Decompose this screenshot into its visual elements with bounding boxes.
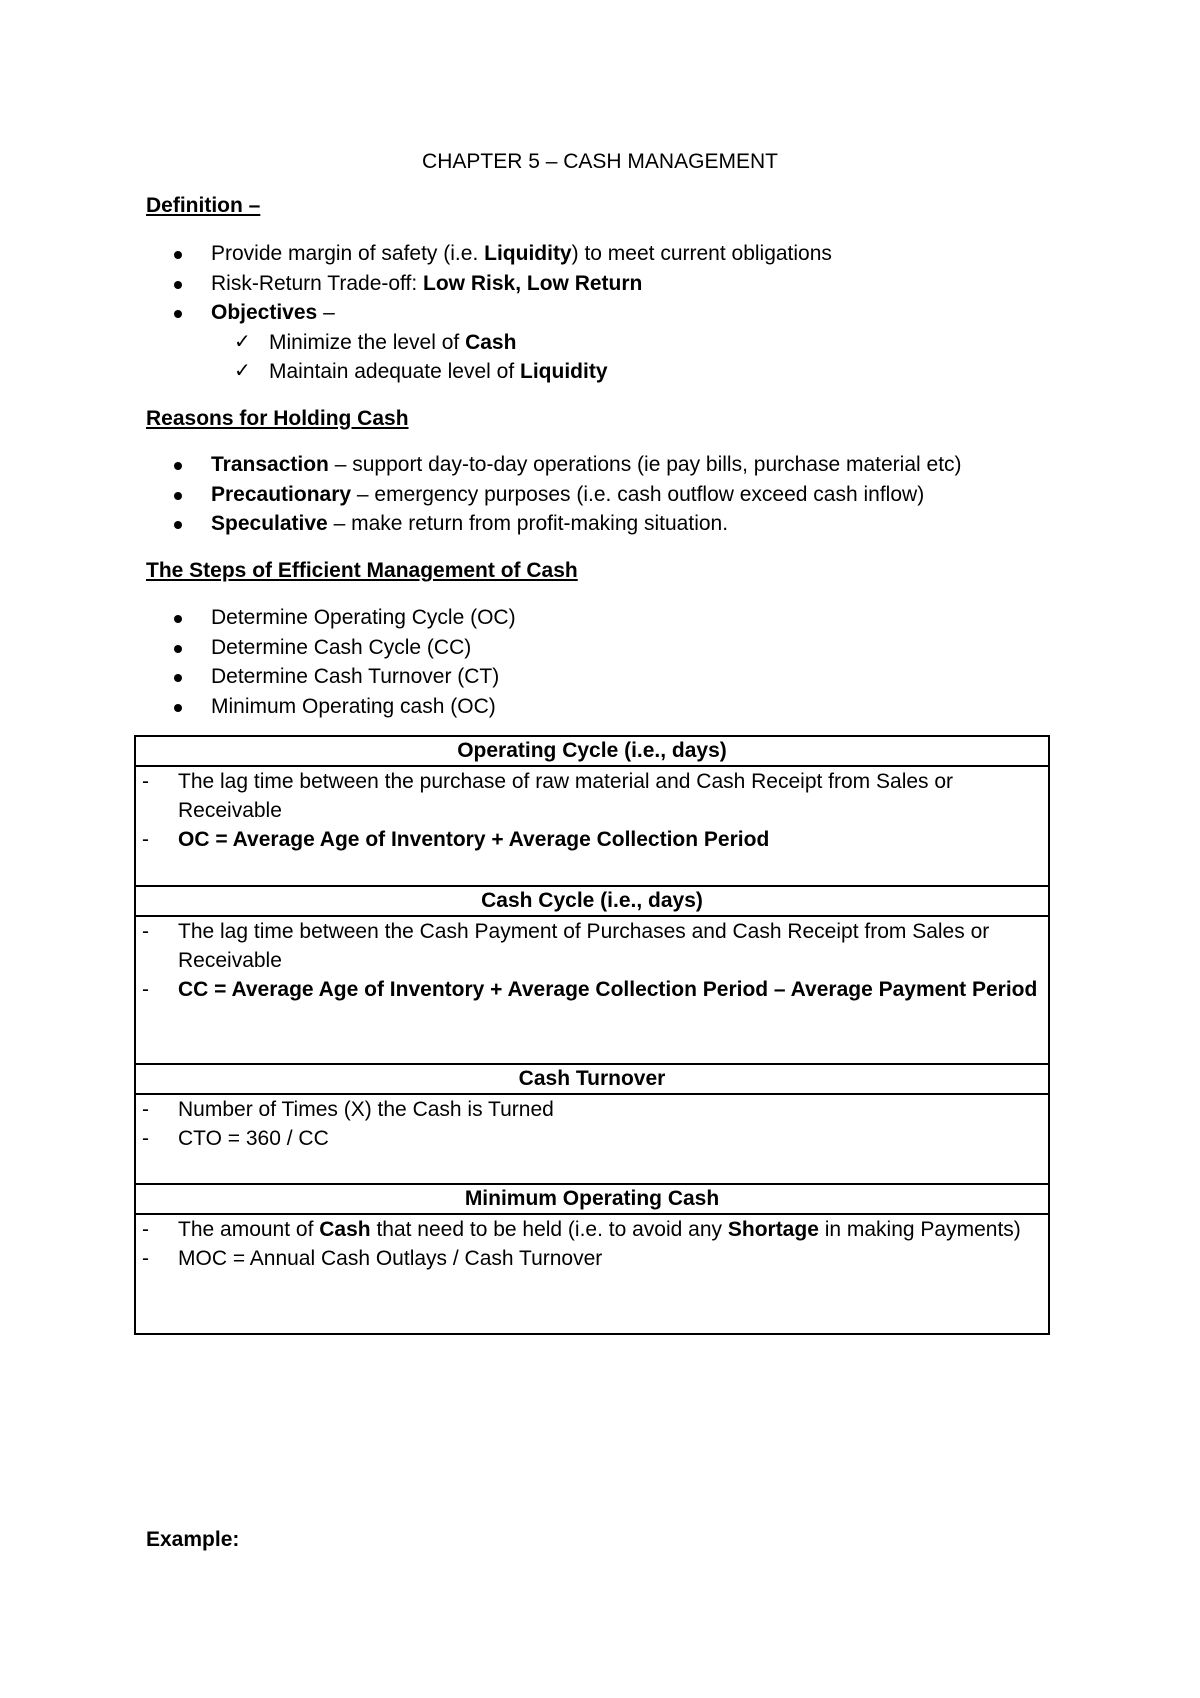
table-line: - The amount of Cash that need to be held (i.e. to avoid any Shortage in making Payments) [142,1218,1021,1241]
bullet-icon [174,462,182,470]
table-line: - Number of Times (X) the Cash is Turned [142,1098,554,1121]
cash-turnover-header: Cash Turnover [135,1064,1049,1094]
operating-cycle-body [135,766,1049,886]
minimum-operating-cash-body [135,1214,1049,1334]
list-item: Determine Operating Cycle (OC) [146,603,516,633]
table-line: - CTO = 360 / CC [142,1127,329,1150]
bullet-icon [174,674,182,682]
operating-cycle-header: Operating Cycle (i.e., days) [135,736,1049,766]
bullet-icon [174,645,182,653]
list-subitem: ✓ Minimize the level of Cash [146,328,832,358]
bullet-icon [174,492,182,500]
list-item: Minimum Operating cash (OC) [146,692,516,722]
bullet-icon [174,251,182,259]
bullet-icon [174,281,182,289]
list-item: Provide margin of safety (i.e. Liquidity) to meet current obligations [146,239,832,269]
table-line: - CC = Average Age of Inventory + Average Collection Period – Average Payment Period [142,978,1038,1001]
list-item: Objectives – [146,298,832,328]
cash-cycle-header: Cash Cycle (i.e., days) [135,886,1049,916]
list-item: Determine Cash Cycle (CC) [146,633,516,663]
checkmark-icon: ✓ [234,330,251,353]
steps-list [146,603,516,721]
bullet-icon [174,310,182,318]
reasons-heading: Reasons for Holding Cash [146,407,409,430]
bullet-icon [174,704,182,712]
steps-heading: The Steps of Efficient Management of Cash [146,559,578,582]
list-item: Precautionary – emergency purposes (i.e. cash outflow exceed cash inflow) [146,480,962,510]
bullet-icon [174,521,182,529]
reasons-list [146,450,962,539]
minimum-operating-cash-header: Minimum Operating Cash [135,1184,1049,1214]
table-line: - MOC = Annual Cash Outlays / Cash Turnover [142,1247,603,1270]
list-item: Determine Cash Turnover (CT) [146,662,516,692]
bullet-icon [174,615,182,623]
cash-management-table [134,735,1050,1335]
list-item: Risk-Return Trade-off: Low Risk, Low Return [146,269,832,299]
list-subitem: ✓ Maintain adequate level of Liquidity [146,357,832,387]
cash-turnover-body [135,1094,1049,1184]
definition-list [146,239,832,387]
page-title: CHAPTER 5 – CASH MANAGEMENT [422,150,778,173]
list-item: Transaction – support day-to-day operations (ie pay bills, purchase material etc) [146,450,962,480]
table-line: - The lag time between the Cash Payment of Purchases and Cash Receipt from Sales or Receivable [142,920,990,972]
table-line: - The lag time between the purchase of raw material and Cash Receipt from Sales or Receivable [142,770,954,822]
table-line: - OC = Average Age of Inventory + Average Collection Period [142,828,770,851]
cash-cycle-body [135,916,1049,1064]
definition-heading: Definition – [146,194,261,217]
checkmark-icon: ✓ [234,360,251,383]
list-item: Speculative – make return from profit-making situation. [146,509,962,539]
example-label: Example: [146,1528,240,1551]
